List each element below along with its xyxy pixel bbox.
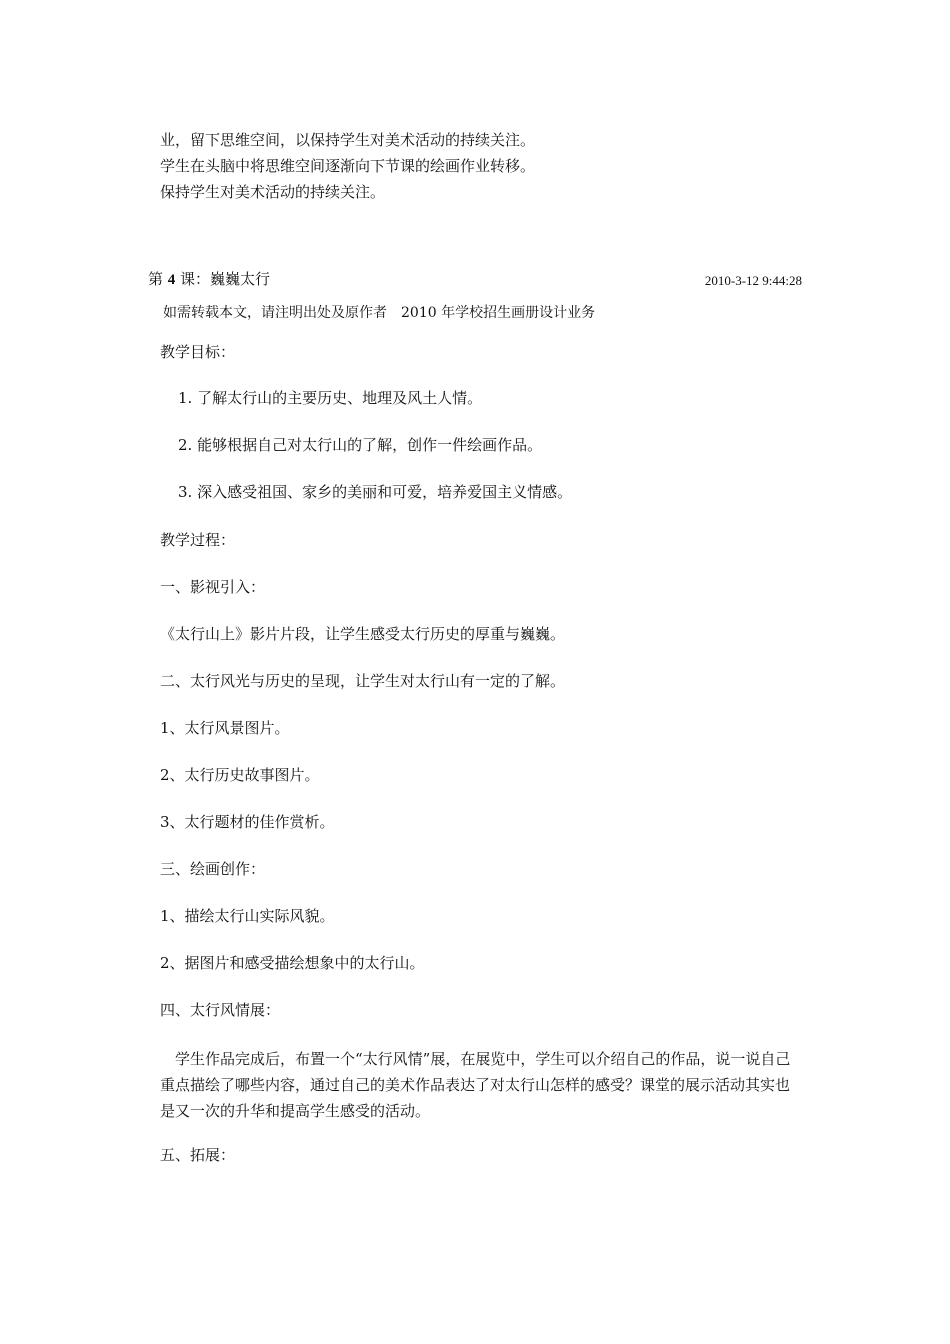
exhibition-paragraph: 学生作品完成后，布置一个“太行风情”展，在展览中，学生可以介绍自己的作品，说一说自己重点描绘了哪些内容，通过自己的美术作品表达了对太行山怎样的感受？课堂的展示活动其实也是又一次的升华和提高学生感受的活动。 bbox=[160, 1050, 791, 1120]
lesson-title-text: 课：巍巍太行 bbox=[175, 270, 271, 288]
intro-line: 业，留下思维空间，以保持学生对美术活动的持续关注。 bbox=[160, 131, 536, 149]
objectives-heading: 教学目标： bbox=[160, 343, 236, 361]
list-item: 3、太行题材的佳作赏析。 bbox=[160, 813, 335, 831]
objective-item: 2. 能够根据自己对太行山的了解，创作一件绘画作品。 bbox=[178, 436, 543, 454]
list-item: 2、太行历史故事图片。 bbox=[160, 766, 320, 784]
objective-item: 1. 了解太行山的主要历史、地理及风土人情。 bbox=[178, 389, 483, 407]
section-heading: 三、绘画创作： bbox=[160, 860, 266, 878]
list-item: 1、描绘太行山实际风貌。 bbox=[160, 907, 335, 925]
process-heading: 教学过程： bbox=[160, 531, 236, 549]
intro-line: 学生在头脑中将思维空间逐渐向下节课的绘画作业转移。 bbox=[160, 157, 536, 175]
objective-item: 3. 深入感受祖国、家乡的美丽和可爱，培养爱国主义情感。 bbox=[178, 483, 573, 501]
section-heading: 五、拓展： bbox=[160, 1146, 236, 1164]
lesson-title-prefix: 第 bbox=[148, 270, 168, 288]
list-item: 1、太行风景图片。 bbox=[160, 719, 290, 737]
section-text: 《太行山上》影片片段，让学生感受太行历史的厚重与巍巍。 bbox=[160, 625, 566, 643]
intro-line: 保持学生对美术活动的持续关注。 bbox=[160, 183, 386, 201]
list-item: 2、据图片和感受描绘想象中的太行山。 bbox=[160, 954, 425, 972]
section-heading: 一、影视引入： bbox=[160, 578, 266, 596]
lesson-timestamp: 2010-3-12 9:44:28 bbox=[704, 273, 802, 288]
reprint-notice: 如需转载本文，请注明出处及原作者 2010 年学校招生画册设计业务 bbox=[163, 305, 596, 321]
lesson-number: 4 bbox=[167, 272, 176, 288]
section-heading: 二、太行风光与历史的呈现，让学生对太行山有一定的了解。 bbox=[160, 672, 566, 690]
section-heading: 四、太行风情展： bbox=[160, 1001, 281, 1019]
lesson-title bbox=[148, 268, 270, 291]
